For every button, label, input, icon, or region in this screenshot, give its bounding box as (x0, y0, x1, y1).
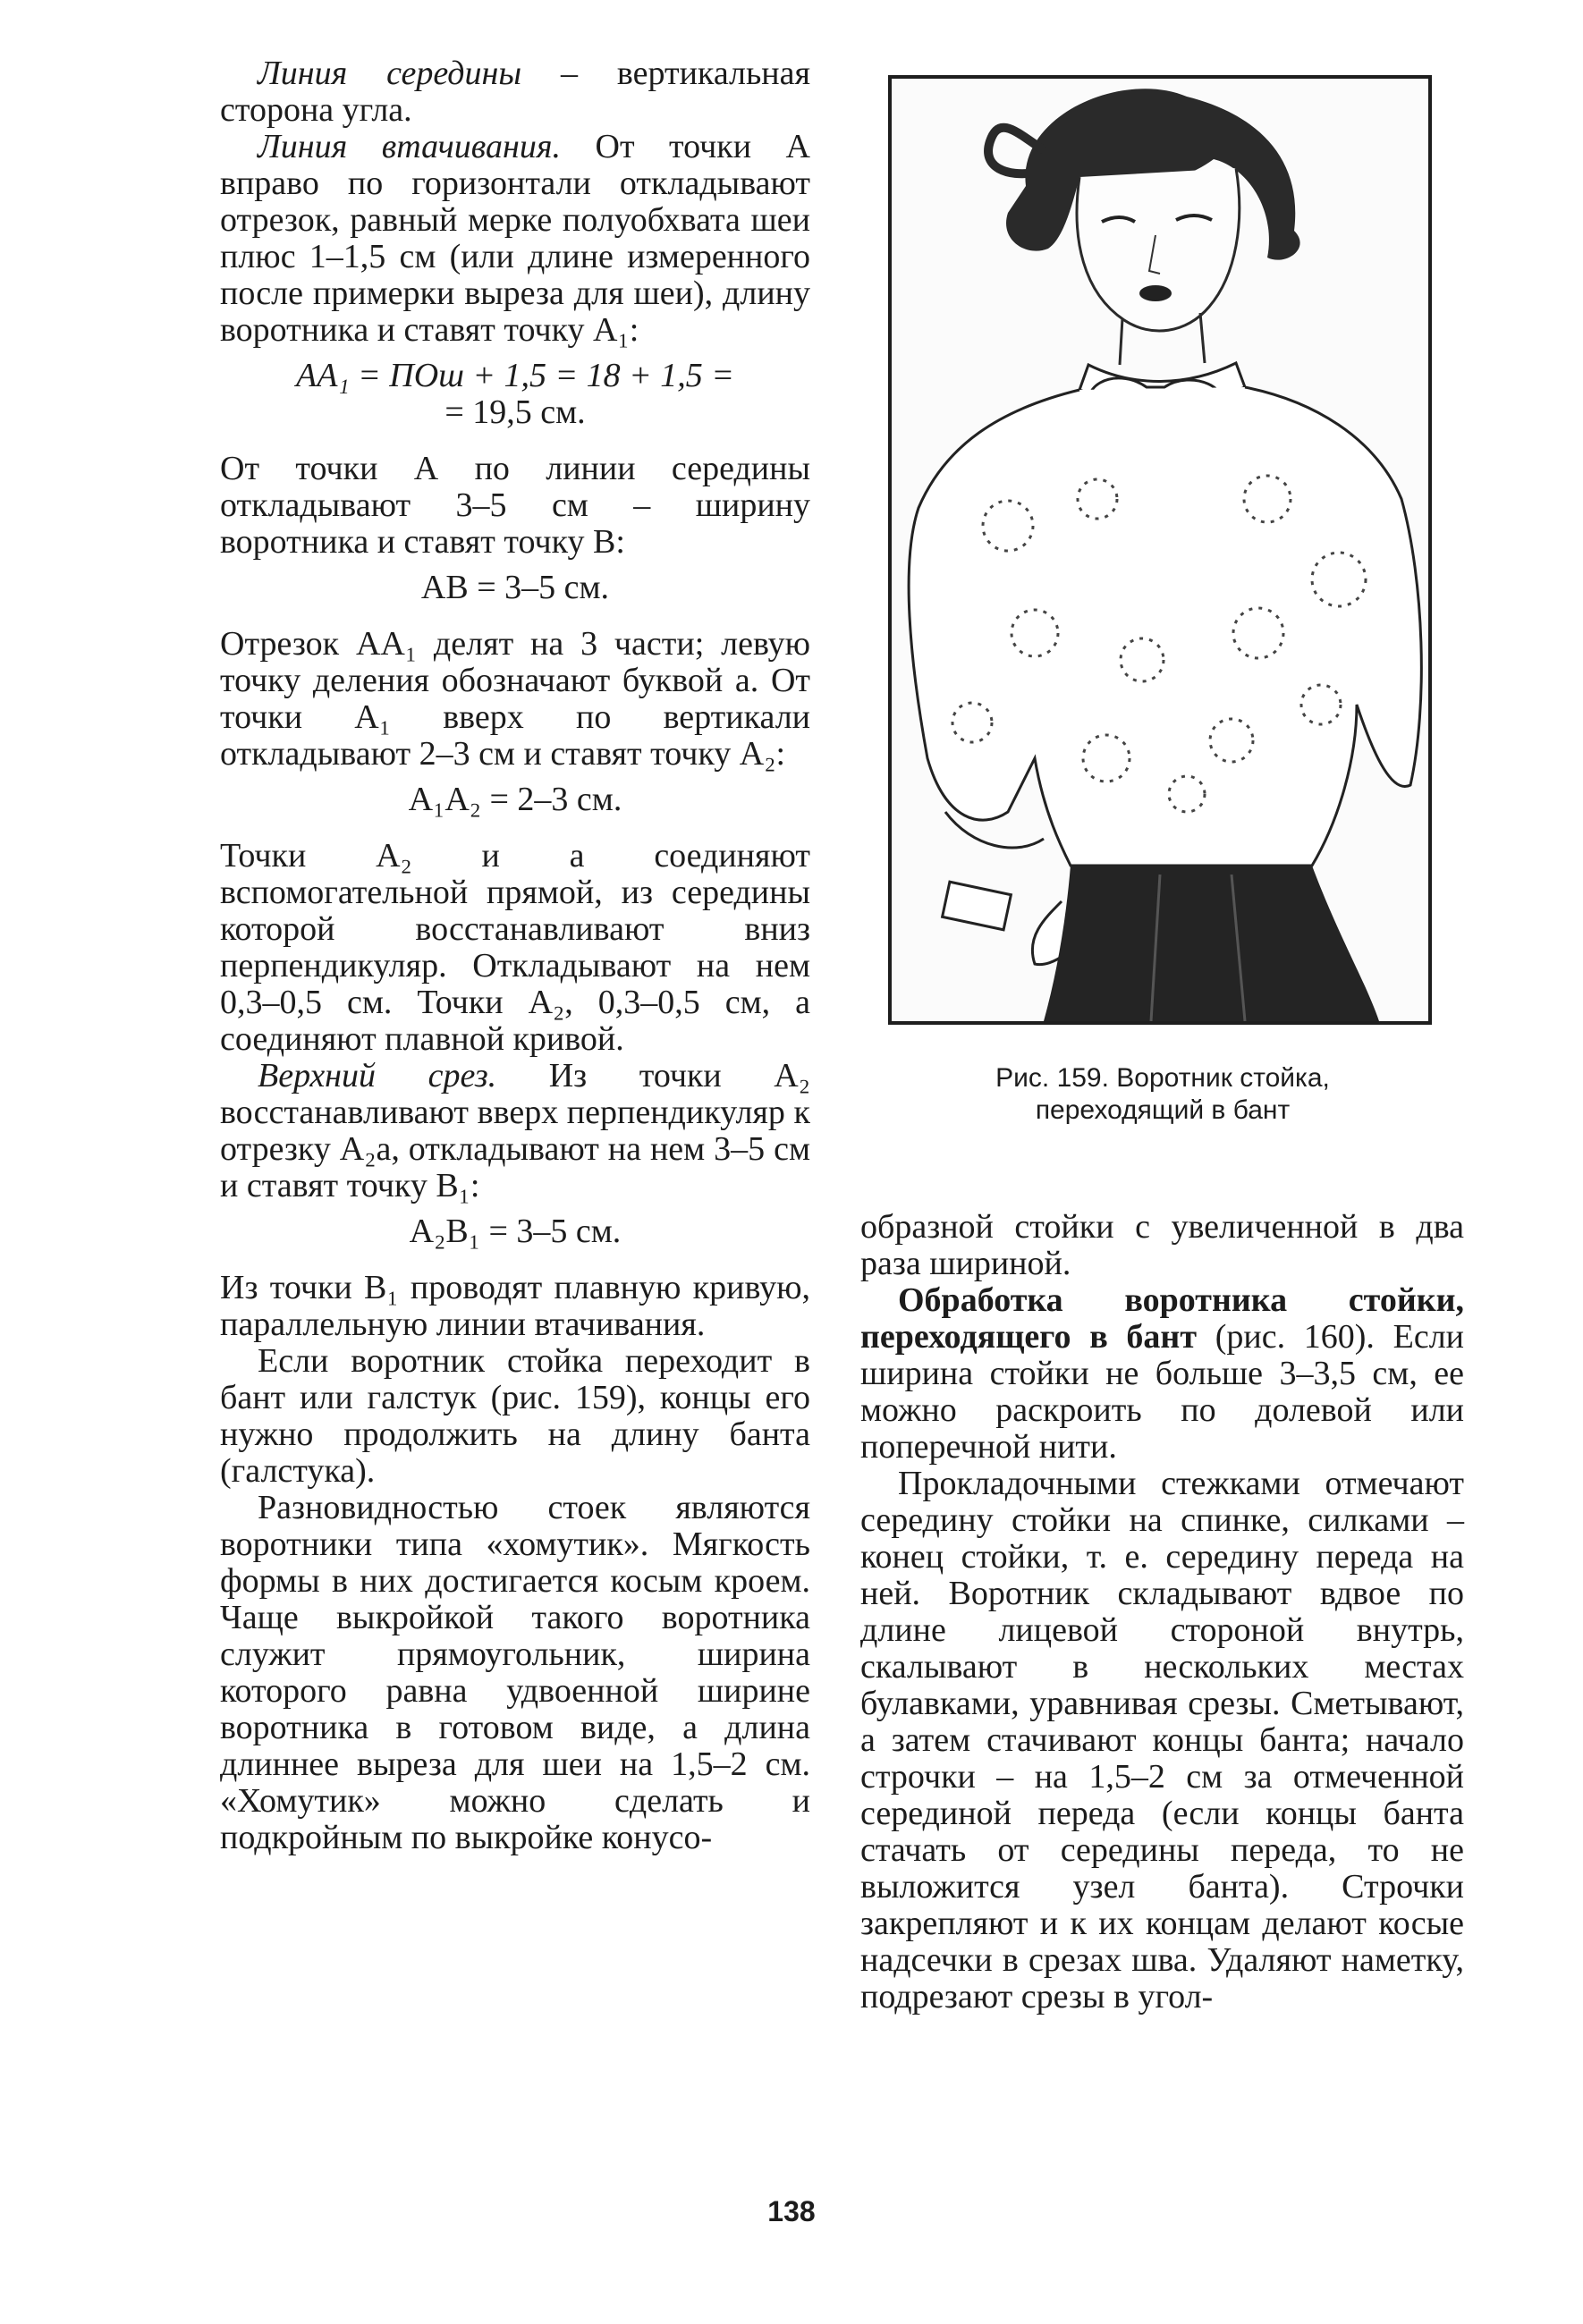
paragraph-parallel-curve: Из точки В₁ проводят плавную кривую, параллельную линии втачивания. (220, 1269, 810, 1343)
figure-caption (894, 1062, 1431, 1127)
paragraph-point-b: От точки А по линии середины откладывают 3–5 см – ширину воротника и ставят точку В: (220, 450, 810, 561)
paragraph-continuation: образной стойки с увеличенной в два раза шириной. (860, 1208, 1464, 1282)
term-upper-edge: Верхний срез. (258, 1057, 497, 1094)
paragraph-bow: Если воротник стойка переходит в бант или галстук (рис. 159), концы его нужно продолжить на длину банта (галстука). (220, 1342, 810, 1490)
term-sewing-line: Линия втачивания. (258, 128, 562, 165)
paragraph-centre-line (220, 55, 810, 129)
page-number: 138 (767, 2195, 816, 2227)
blouse-sketch-svg (892, 79, 1428, 1021)
formula-ab: АВ = 3–5 см. (420, 569, 610, 606)
paragraph-processing: Обработка воротника стойки, переходящего в бант (рис. 160). Если ширина стойки не больше 3–3,5 см, ее можно раскроить по долевой или поперечной нити. (860, 1281, 1465, 1466)
caption-line-1: Рис. 159. Воротник стойка, (995, 1063, 1330, 1093)
paragraph-stitching: Прокладочными стежками отмечают середину стойки на спинке, силками – конец стойки, т. е. середину переда на ней. Воротник складывают вдвое по длине лицевой стороной внутрь, скалывают в нескольких местах булавками, уравнивая срезы. Сметывают, а затем стачивают концы банта; начало строчки – на 1,5–2 см за отмеченной серединой переда (если концы банта стачать от середины переда, то не выложится узел банта). Строчки закрепляют и к их концам делают косые надсечки в срезах шва. Удаляют наметку, подрезают срезы в угол- (860, 1465, 1464, 2016)
formula-aa1: АА₁ = ПОш + 1,5 = 18 + 1,5 = = 19,5 см. (296, 357, 734, 431)
blouse-body (909, 387, 1421, 866)
face-outline (1077, 168, 1240, 331)
paragraph-connect-points: Точки А₂ и а соединяют вспомогательной прямой, из середины которой восстанавливают вниз перпендикуляр. Откладывают на нем 0,3–0,5 см. Точки А₂, 0,3–0,5 см, а соединяют плавной кривой. (220, 837, 810, 1058)
formula-a1a2: А₁А₂ = 2–3 см. (408, 781, 622, 818)
text-centre-line: – вертикальная сторона угла. (220, 55, 810, 129)
formula-a2b1: А₂В₁ = 3–5 см. (409, 1213, 622, 1250)
left-text-column (220, 55, 810, 1856)
term-centre-line: Линия середины (258, 55, 522, 92)
paragraph-sewing-line (220, 129, 810, 349)
text-sewing-line: От точки А вправо по горизонтали откладывают отрезок, равный мерке полуобхвата шеи плюс 1–1,5 см (или длине измеренного после примерки выреза для шеи), длину воротника и ставят точку А₁: (220, 128, 810, 349)
paragraph-upper-edge: Верхний срез. Из точки А₂ восстанавливают вверх перпендикуляр к отрезку А₂а, откладывают на нем 3–5 см и ставят точку В₁: (220, 1057, 810, 1204)
skirt (1044, 866, 1379, 1021)
paragraph-divide-aa1: Отрезок АА₁ делят на 3 части; левую точку деления обозначают буквой а. От точки А₁ вверх по вертикали откладывают 2–3 см и ставят точку А₂: (220, 625, 810, 773)
heading-processing: Обработка воротника стойки, переходящего в бант (860, 1281, 1464, 1356)
figure-159-illustration (888, 75, 1432, 1025)
paragraph-khomutik: Разновидностью стоек являются воротники типа «хомутик». Мягкость формы в них достигается косым кроем. Чаще выкройкой такого воротника служит прямоугольник, ширина которого равна удвоенной ширине воротника в готовом виде, а длина длиннее выреза для шеи на 1,5–2 см. «Хомутик» можно сделать и подкройным по выкройке конусо- (220, 1489, 810, 1856)
caption-line-2: переходящий в бант (1035, 1095, 1291, 1125)
right-text-column (860, 1209, 1464, 2016)
